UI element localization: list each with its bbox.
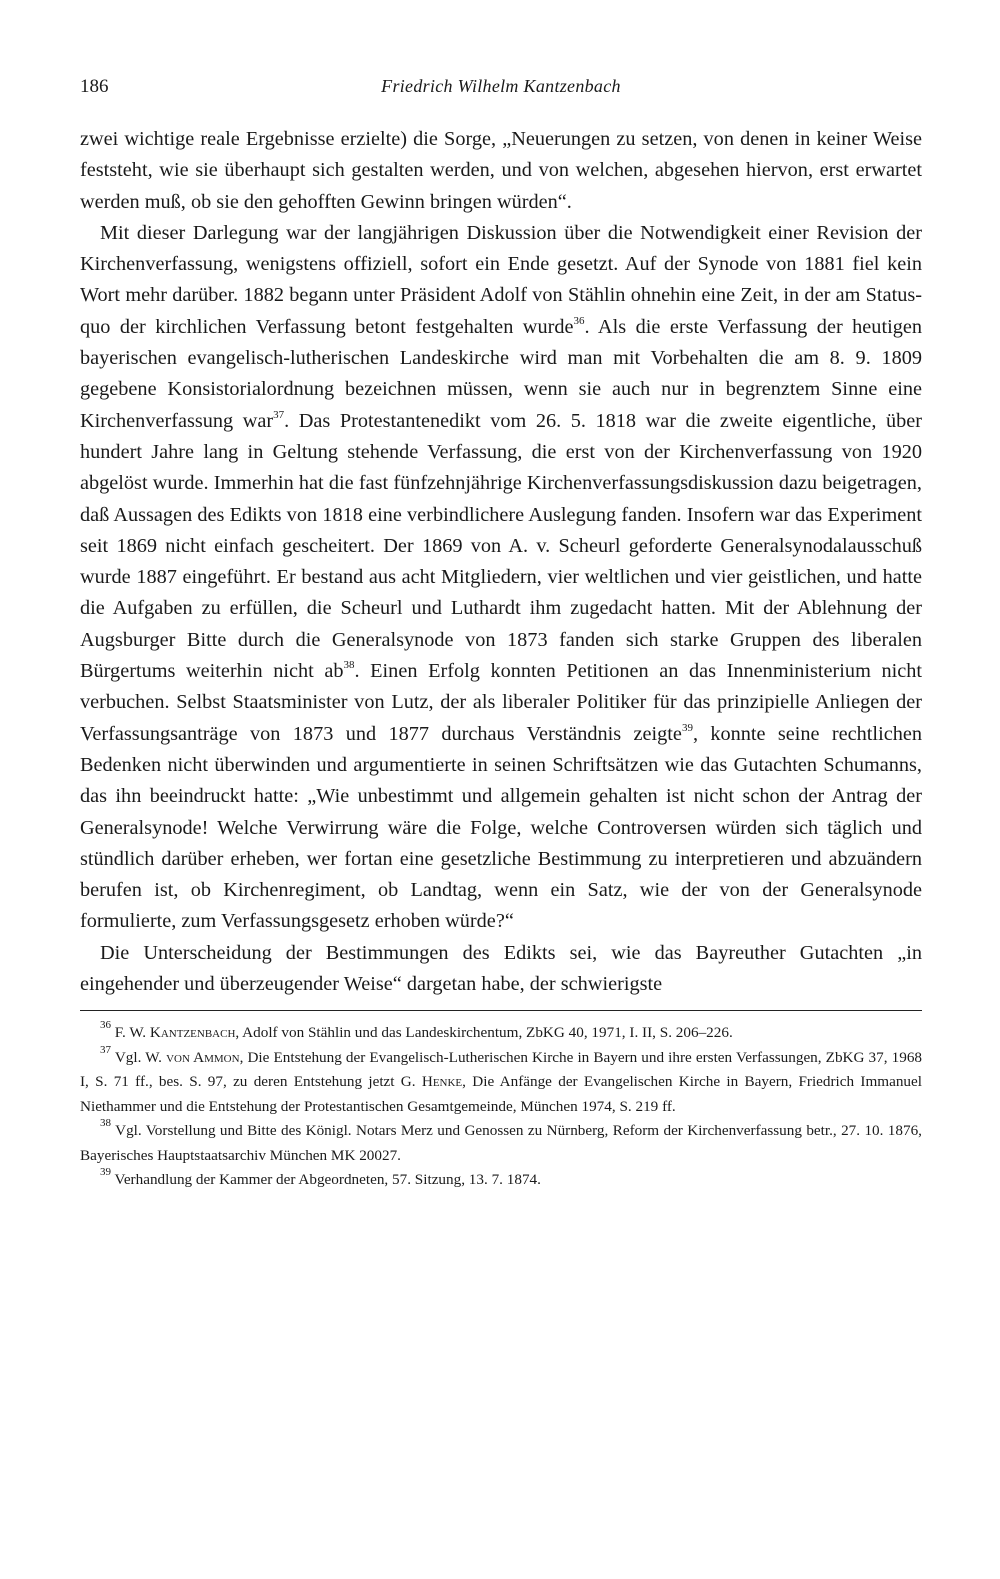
paragraph: Die Unterscheidung der Bestimmungen des Edikts sei, wie das Bayreuther Gutachten „in eingehender und überzeugender Weise“ dargetan habe, der schwierigste xyxy=(80,941,922,996)
text-run: , konnte seine rechtlichen Bedenken nicht überwinden und argumentierte in seinen Schriftsätzen wie das Gutachten Schumanns, das ihn beeindruckt hatte: „Wie unbestimmt und allgemein gehalten ist nicht schon der Antrag der Generalsynode! Welche Verwirrung wäre die Folge, welche Controversen würden sich täglich und stündlich darüber erheben, wer fortan eine gesetzliche Bestimmung zu interpretieren und abzuändern berufen ist, ob Kirchenregiment, ob Landtag, wenn ein Satz, wie der von der Generalsynode formulierte, zum Verfassungsgesetz erhoben würde?“ xyxy=(80,722,922,933)
paragraph xyxy=(80,218,922,938)
page-header xyxy=(80,60,922,100)
footnote-text: , Die Entstehung der Evangelisch-Lutherischen Kirche in Bayern und ihre ersten Verfassungen, ZbKG 37, 1968 I, S. 71 ff., bes. S. 97, zu deren Entstehung jetzt G. xyxy=(80,1048,923,1091)
footnote-ref-39: 39 xyxy=(681,721,693,734)
footnote-text: , Die Anfänge der Evangelischen Kirche in Bayern, Friedrich Immanuel Niethammer und die Entstehung der Protestantischen Gesamtgemeinde, München 1974, S. 219 ff. xyxy=(80,1073,922,1115)
footnotes xyxy=(80,1021,922,1193)
footnote-author: Henke xyxy=(421,1073,463,1091)
footnote-text: , Adolf von Stählin und das Landeskirchentum, ZbKG 40, 1971, I. II, S. 206–226. xyxy=(235,1024,733,1042)
footnote-38 xyxy=(80,1119,922,1168)
footnote-mark: 36 xyxy=(100,1019,111,1032)
paragraph: zwei wichtige reale Ergebnisse erzielte) die Sorge, „Neuerungen zu setzen, von denen in keiner Weise feststeht, wie sie überhaupt sich gestalten werden, und von welchen, abgesehen hiervon, erst erwartet werden muß, ob sie den gehofften Gewinn bringen würden“. xyxy=(80,128,922,213)
footnote-mark: 39 xyxy=(100,1166,111,1179)
footnote-author: von Ammon xyxy=(166,1048,240,1066)
text-run: . Als die erste Verfassung der heutigen bayerischen evangelisch-lutherischen Landeskirche wird man mit Vorbehalten die am 8. 9. 1809 gegebene Konsistorialordnung bezeichnen müssen, wenn sie auch nur in begrenztem Sinne eine Kirchenverfassung war xyxy=(80,315,923,432)
footnote-mark: 38 xyxy=(100,1117,111,1130)
text-run: Mit dieser Darlegung war der langjährigen Diskussion über die Notwendigkeit einer Revision der Kirchenverfassung, wenigstens offiziell, sofort ein Ende gesetzt. Auf der Synode von 1881 fiel kein Wort mehr darüber. 1882 begann unter Präsident Adolf von Stählin ohnehin eine Zeit, in der am Status-quo der kirchlichen Verfassung betont festgehalten wurde xyxy=(80,221,922,338)
footnote-ref-37: 37 xyxy=(273,408,285,421)
footnote-author: F. W. Kantzenbach xyxy=(114,1024,236,1042)
footnote-ref-36: 36 xyxy=(573,314,585,327)
footnote-ref-38: 38 xyxy=(343,659,355,672)
footnote-text: Verhandlung der Kammer der Abgeordneten, 57. Sitzung, 13. 7. 1874. xyxy=(114,1171,541,1189)
footnote-37 xyxy=(80,1043,923,1120)
text-run: . Einen Erfolg konnten Petitionen an das Innenministerium nicht verbuchen. Selbst Staatsminister von Lutz, der als liberaler Politiker für das prinzipielle Anliegen der Verfassungsanträge von 1873 und 1877 durchaus Verständnis zeigte xyxy=(80,660,922,745)
footnote-text: Vgl. Vorstellung und Bitte des Königl. Notars Merz und Genossen zu Nürnberg, Reform der Kirchenverfassung betr., 27. 10. 1876, Bayerisches Hauptstaatsarchiv München MK 20027. xyxy=(80,1122,922,1164)
footnote-mark: 37 xyxy=(100,1043,111,1056)
footnote-39 xyxy=(80,1168,922,1193)
book-page xyxy=(80,60,922,1193)
running-title: Friedrich Wilhelm Kantzenbach xyxy=(381,76,621,96)
footnote-divider xyxy=(80,1010,922,1011)
body-text xyxy=(80,124,922,1000)
footnote-text: Vgl. W. xyxy=(114,1048,167,1066)
page-number: 186 xyxy=(80,76,109,97)
footnote-36 xyxy=(80,1021,922,1046)
text-run: . Das Protestantenedikt vom 26. 5. 1818 war die zweite eigentliche, über hundert Jahre lang in Geltung stehende Verfassung, die erst von der Kirchenverfassung von 1920 abgelöst wurde. Immerhin hat die fast fünfzehnjährige Kirchenverfassungsdiskussion dazu beigetragen, daß Aussagen des Edikts von 1818 eine verbindlichere Auslegung fanden. Insofern war das Experiment seit 1869 nicht einfach gescheitert. Der 1869 von A. v. Scheurl geforderte Generalsynodalausschuß wurde 1887 eingeführt. Er bestand aus acht Mitgliedern, vier weltlichen und vier geistlichen, und hatte die Aufgaben zu erfüllen, die Scheurl und Luthardt ihm zugedacht hatten. Mit der Ablehnung der Augsburger Bitte durch die Generalsynode von 1873 fanden sich starke Gruppen des liberalen Bürgertums weiterhin nicht ab xyxy=(80,409,922,683)
